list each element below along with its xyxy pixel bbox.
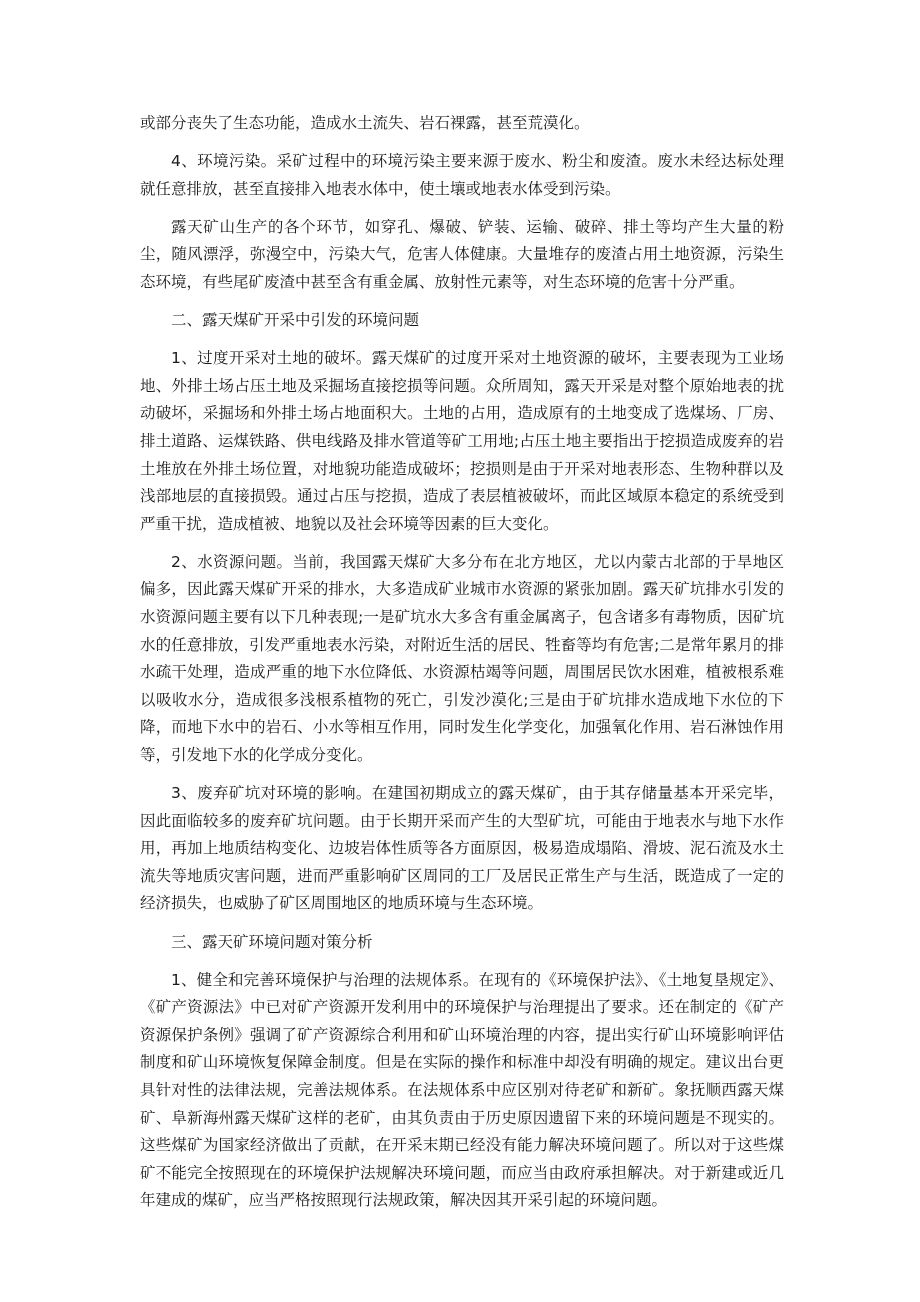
paragraph-water-resources: 2、水资源问题。当前，我国露天煤矿大多分布在北方地区，尤以内蒙古北部的于旱地区偏多，因此露天煤矿开采的排水，大多造成矿业城市水资源的紧张加剧。露天矿坑排水引发的水资源问题主要有以下几种表现;一是矿坑水大多含有重金属离子，包含诸多有毒物质，因矿坑水的任意排放，引发严重地表水污染，对附近生活的居民、牲畜等均有危害;二是常年累月的排水疏干处理，造成严重的地下水位降低、水资源枯竭等问题，周围居民饮水困难，植被根系难以吸收水分，造成很多浅根系植物的死亡，引发沙漠化;三是由于矿坑排水造成地下水位的下降，而地下水中的岩石、小水等相互作用，同时发生化学变化，加强氧化作用、岩石淋蚀作用等，引发地下水的化学成分变化。	[140, 552, 784, 764]
paragraph-continuation: 或部分丧失了生态功能，造成水土流失、岩石裸露，甚至荒漠化。	[140, 114, 590, 132]
paragraph-dust-and-waste: 露天矿山生产的各个环节，如穿孔、爆破、铲装、运输、破碎、排土等均产生大量的粉尘，随风漂浮，弥漫空中，污染大气，危害人体健康。大量堆存的废渣占用土地资源，污染生态环境，有些尾矿废渣中甚至含有重金属、放射性元素等，对生态环境的危害十分严重。	[140, 217, 784, 291]
paragraph-abandoned-pits: 3、废弃矿坑对环境的影响。在建国初期成立的露天煤矿，由于其存储量基本开采完毕，因此面临较多的废弃矿坑问题。由于长期开采而产生的大型矿坑，可能由于地表水与地下水作用，再加上地质结构变化、边坡岩体性质等各方面原因，极易造成塌陷、滑坡、泥石流及水土流失等地质灾害问题，进而严重影响矿区周同的工厂及居民正常生产与生活，既造成了一定的经济损失，也威胁了矿区周围地区的地质环境与生态环境。	[140, 784, 784, 913]
section-heading-2: 二、露天煤矿开采中引发的环境问题	[171, 311, 420, 330]
paragraph-land-damage: 1、过度开采对土地的破坏。露天煤矿的过度开采对土地资源的破坏，主要表现为工业场地、外排土场占压土地及采掘场直接挖损等问题。众所周知，露天开采是对整个原始地表的扰动破坏，采掘场和外排土场占地面积大。土地的占用，造成原有的土地变成了选煤场、厂房、排土道路、运煤铁路、供电线路及排水管道等矿工用地;占压土地主要指出于挖损造成废弃的岩土堆放在外排土场位置，对地貌功能造成破坏；挖损则是由于开采对地表形态、生物种群以及浅部地层的直接损毁。通过占压与挖损，造成了表层植被破坏，而此区域原本稳定的系统受到严重干扰，造成植被、地貌以及社会环境等因素的巨大变化。	[140, 349, 784, 533]
paragraph-legal-framework: 1、健全和完善环境保护与治理的法规体系。在现有的《环境保护法》、《土地复垦规定》、《矿产资源法》中已对矿产资源开发利用中的环境保护与治理提出了要求。还在制定的《矿产资源保护条例》强调了矿产资源综合利用和矿山环境治理的内容，提出实行矿山环境影响评估制度和矿山环境恢复保障金制度。但是在实际的操作和标准中却没有明确的规定。建议出台更具针对性的法律法规，完善法规体系。在法规体系中应区别对待老矿和新矿。象抚顺西露天煤矿、阜新海州露天煤矿这样的老矿，由其负责由于历史原因遗留下来的环境问题是不现实的。这些煤矿为国家经济做出了贡献，在开采末期已经没有能力解决环境问题了。所以对于这些煤矿不能完全按照现在的环境保护法规解决环境问题，而应当由政府承担解决。对于新建或近几年建成的煤矿，应当严格按照现行法规政策，解决因其开采引起的环境问题。	[140, 970, 784, 1210]
paragraph-environmental-pollution: 4、环境污染。采矿过程中的环境污染主要来源于废水、粉尘和废渣。废水未经达标处理就任意排放，甚至直接排入地表水体中，使土壤或地表水体受到污染。	[140, 152, 784, 198]
section-heading-3: 三、露天矿环境问题对策分析	[171, 932, 373, 951]
document-page	[140, 110, 784, 1225]
